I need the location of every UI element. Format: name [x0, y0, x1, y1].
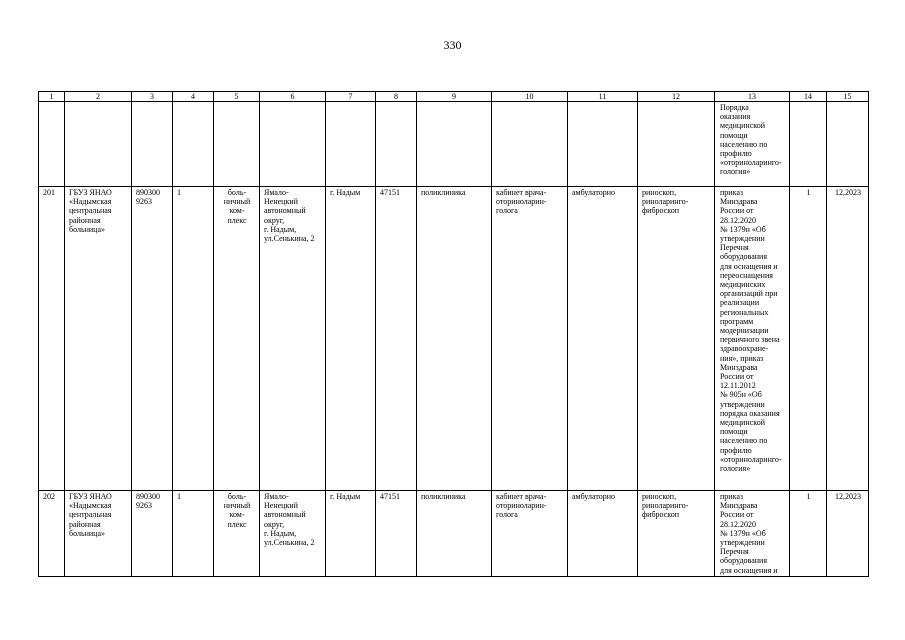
table-cell [39, 102, 65, 187]
address-cell: Ямало- Ненецкий автономный округ, г. Надым, ул.Сенькина, 2 [260, 491, 326, 577]
inn-cell: 890300 9263 [132, 491, 173, 577]
city-cell: г. Надым [326, 187, 376, 491]
table-row [39, 491, 869, 577]
column-number-row [39, 92, 869, 102]
table-row [39, 187, 869, 491]
inn-cell: 890300 9263 [132, 187, 173, 491]
column-number: 5 [214, 92, 260, 102]
table-cell [214, 102, 260, 187]
building-type-cell: боль- ничный ком- плекс [214, 187, 260, 491]
care-mode-cell: амбулаторно [568, 491, 638, 577]
address-cell: Ямало- Ненецкий автономный округ, г. Надым, ул.Сенькина, 2 [260, 187, 326, 491]
regulation-cell: приказ Минздрава России от 28.12.2020 № 1379н «Об утверждении Перечня оборудования для оснащения и [715, 491, 790, 577]
column-number: 6 [260, 92, 326, 102]
oktmo-cell: 47151 [376, 187, 417, 491]
column-number: 1 [39, 92, 65, 102]
column-number: 10 [492, 92, 568, 102]
table-cell [376, 102, 417, 187]
column-number: 7 [326, 92, 376, 102]
equipment-cell: риноскоп, риноларинго- фиброскоп [638, 491, 715, 577]
count-cell: 1 [173, 491, 214, 577]
regulation-cell: Порядка оказания медицинской помощи населению по профилю «оториноларинго- гология» [715, 102, 790, 187]
count-cell: 1 [173, 187, 214, 491]
date-cell: 12,2023 [827, 491, 869, 577]
quantity-cell: 1 [790, 187, 827, 491]
continuation-row [39, 102, 869, 187]
column-number: 2 [65, 92, 132, 102]
column-number: 3 [132, 92, 173, 102]
registry-table [38, 91, 869, 577]
column-number: 8 [376, 92, 417, 102]
table-cell [260, 102, 326, 187]
column-number: 9 [417, 92, 492, 102]
organization-cell: ГБУЗ ЯНАО «Надымская центральная районная больница» [65, 187, 132, 491]
column-number: 14 [790, 92, 827, 102]
table-cell [417, 102, 492, 187]
row-number-cell: 202 [39, 491, 65, 577]
page-number: 330 [443, 38, 462, 52]
cabinet-cell: кабинет врача- оториноларин- голога [492, 491, 568, 577]
city-cell: г. Надым [326, 491, 376, 577]
table-cell [827, 102, 869, 187]
oktmo-cell: 47151 [376, 491, 417, 577]
table-cell [638, 102, 715, 187]
department-cell: поликлиника [417, 491, 492, 577]
column-number: 4 [173, 92, 214, 102]
table-cell [790, 102, 827, 187]
equipment-cell: риноскоп, риноларинго- фиброскоп [638, 187, 715, 491]
table-cell [326, 102, 376, 187]
quantity-cell: 1 [790, 491, 827, 577]
table-cell [568, 102, 638, 187]
table-cell [173, 102, 214, 187]
table-cell [492, 102, 568, 187]
row-number-cell: 201 [39, 187, 65, 491]
department-cell: поликлиника [417, 187, 492, 491]
care-mode-cell: амбулаторно [568, 187, 638, 491]
cabinet-cell: кабинет врача- оториноларин- голога [492, 187, 568, 491]
building-type-cell: боль- ничный ком- плекс [214, 491, 260, 577]
regulation-cell: приказ Минздрава России от 28.12.2020 № 1379н «Об утверждении Перечня оборудования для оснащения и переоснащения медицинских организаций при реализации региональных программ модернизации первичного звена здравоохране- ния», приказ Минздрава России от 12.11.2012 № 905н «Об утверждении порядка оказания медицинской помощи населению по профилю «оториноларинго- гология» [715, 187, 790, 491]
column-number: 15 [827, 92, 869, 102]
column-number: 13 [715, 92, 790, 102]
column-number: 12 [638, 92, 715, 102]
column-number: 11 [568, 92, 638, 102]
date-cell: 12,2023 [827, 187, 869, 491]
table-cell [65, 102, 132, 187]
table-cell [132, 102, 173, 187]
organization-cell: ГБУЗ ЯНАО «Надымская центральная районная больница» [65, 491, 132, 577]
